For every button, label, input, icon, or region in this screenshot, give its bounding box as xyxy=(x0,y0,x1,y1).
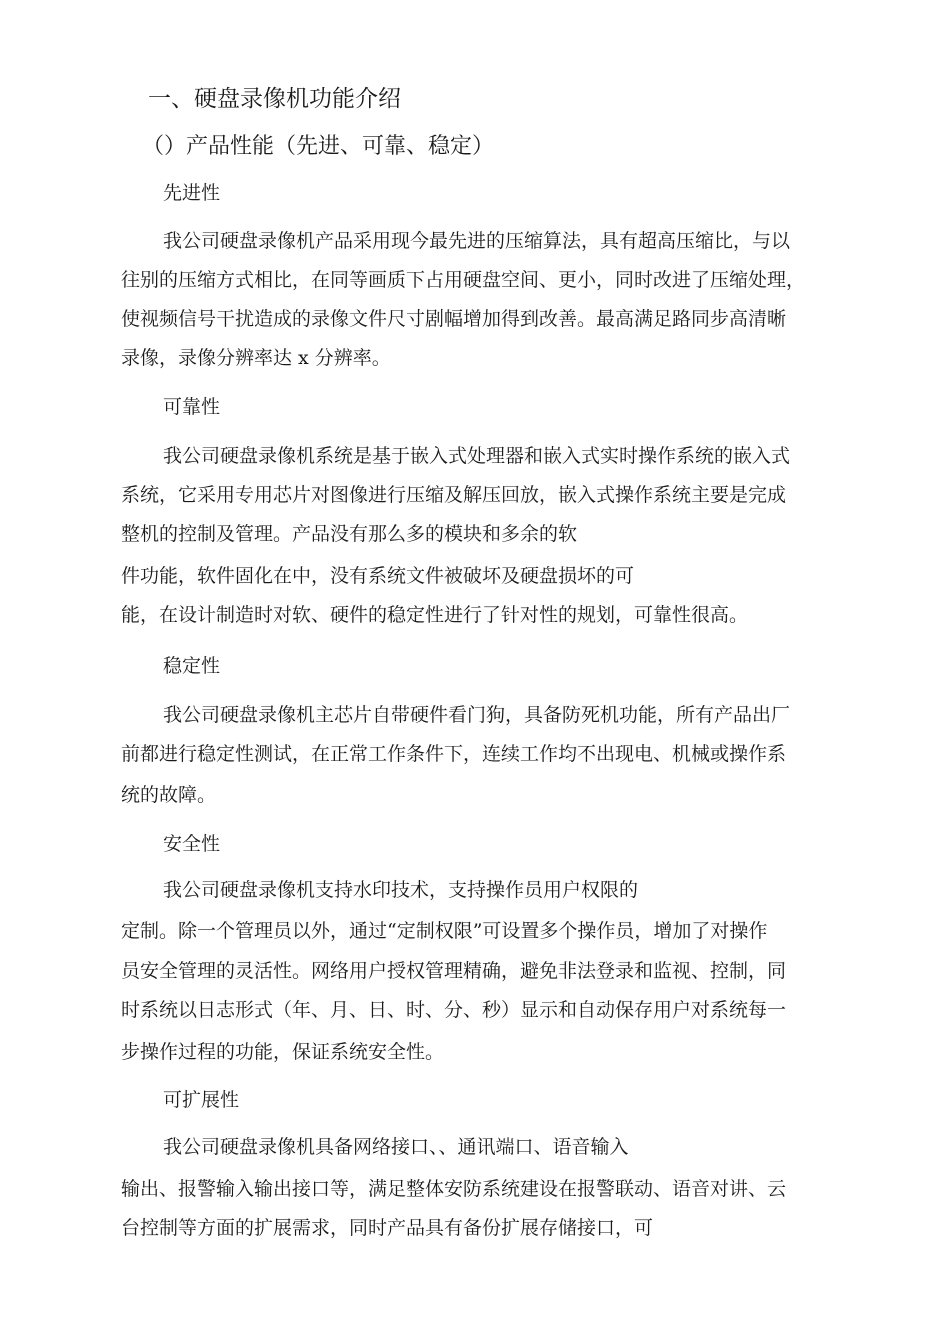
paragraph-line: 录像，录像分辨率达 x 分辨率。 xyxy=(121,347,391,369)
paragraph-line: 前都进行稳定性测试，在正常工作条件下，连续工作均不出现电、机械或操作系 xyxy=(121,743,787,765)
paragraph-line: 整机的控制及管理。产品没有那么多的模块和多余的软 xyxy=(121,523,578,545)
subsection-heading: （）产品性能（先进、可靠、稳定） xyxy=(142,134,495,159)
paragraph-line: 统的故障。 xyxy=(121,784,217,806)
paragraph-line: 我公司硬盘录像机具备网络接口、、通讯端口、语音输入 xyxy=(163,1136,629,1158)
topic-title-advanced: 先进性 xyxy=(163,182,221,204)
paragraph-line: 步操作过程的功能，保证系统安全性。 xyxy=(121,1041,445,1063)
paragraph-line: 使视频信号干扰造成的录像文件尺寸剧幅增加得到改善。最高满足路同步高清晰 xyxy=(121,308,787,330)
paragraph-line: 我公司硬盘录像机支持水印技术，支持操作员用户权限的 xyxy=(163,879,639,901)
paragraph-line: 能，在设计制造时对软、硬件的稳定性进行了针对性的规划，可靠性很高。 xyxy=(121,604,749,626)
paragraph-line: 员安全管理的灵活性。网络用户授权管理精确，避免非法登录和监视、控制，同 xyxy=(121,960,787,982)
paragraph-line: 我公司硬盘录像机产品采用现今最先进的压缩算法，具有超高压缩比，与以 xyxy=(163,230,791,252)
paragraph-line: 我公司硬盘录像机系统是基于嵌入式处理器和嵌入式实时操作系统的嵌入式 xyxy=(163,445,791,467)
paragraph-line: 输出、报警输入输出接口等，满足整体安防系统建设在报警联动、语音对讲、云 xyxy=(121,1178,787,1200)
paragraph-line: 时系统以日志形式（年、月、日、时、分、秒）显示和自动保存用户对系统每一 xyxy=(121,999,787,1021)
paragraph-line: 定制。除一个管理员以外，通过“定制权限”可设置多个操作员，增加了对操作 xyxy=(121,920,768,942)
paragraph-line: 往别的压缩方式相比，在同等画质下占用硬盘空间、更小，同时改进了压缩处理， xyxy=(121,269,806,291)
paragraph-line: 台控制等方面的扩展需求，同时产品具有备份扩展存储接口，可 xyxy=(121,1217,654,1239)
paragraph-line: 系统，它采用专用芯片对图像进行压缩及解压回放，嵌入式操作系统主要是完成 xyxy=(121,484,787,506)
section-heading: 一、硬盘录像机功能介绍 xyxy=(148,86,401,112)
topic-title-reliability: 可靠性 xyxy=(163,396,221,418)
topic-title-stability: 稳定性 xyxy=(163,655,221,677)
topic-title-extensibility: 可扩展性 xyxy=(163,1089,240,1111)
topic-title-security: 安全性 xyxy=(163,833,221,855)
paragraph-line: 我公司硬盘录像机主芯片自带硬件看门狗，具备防死机功能，所有产品出厂 xyxy=(163,704,791,726)
paragraph-line: 件功能，软件固化在中，没有系统文件被破坏及硬盘损坏的可 xyxy=(121,565,635,587)
